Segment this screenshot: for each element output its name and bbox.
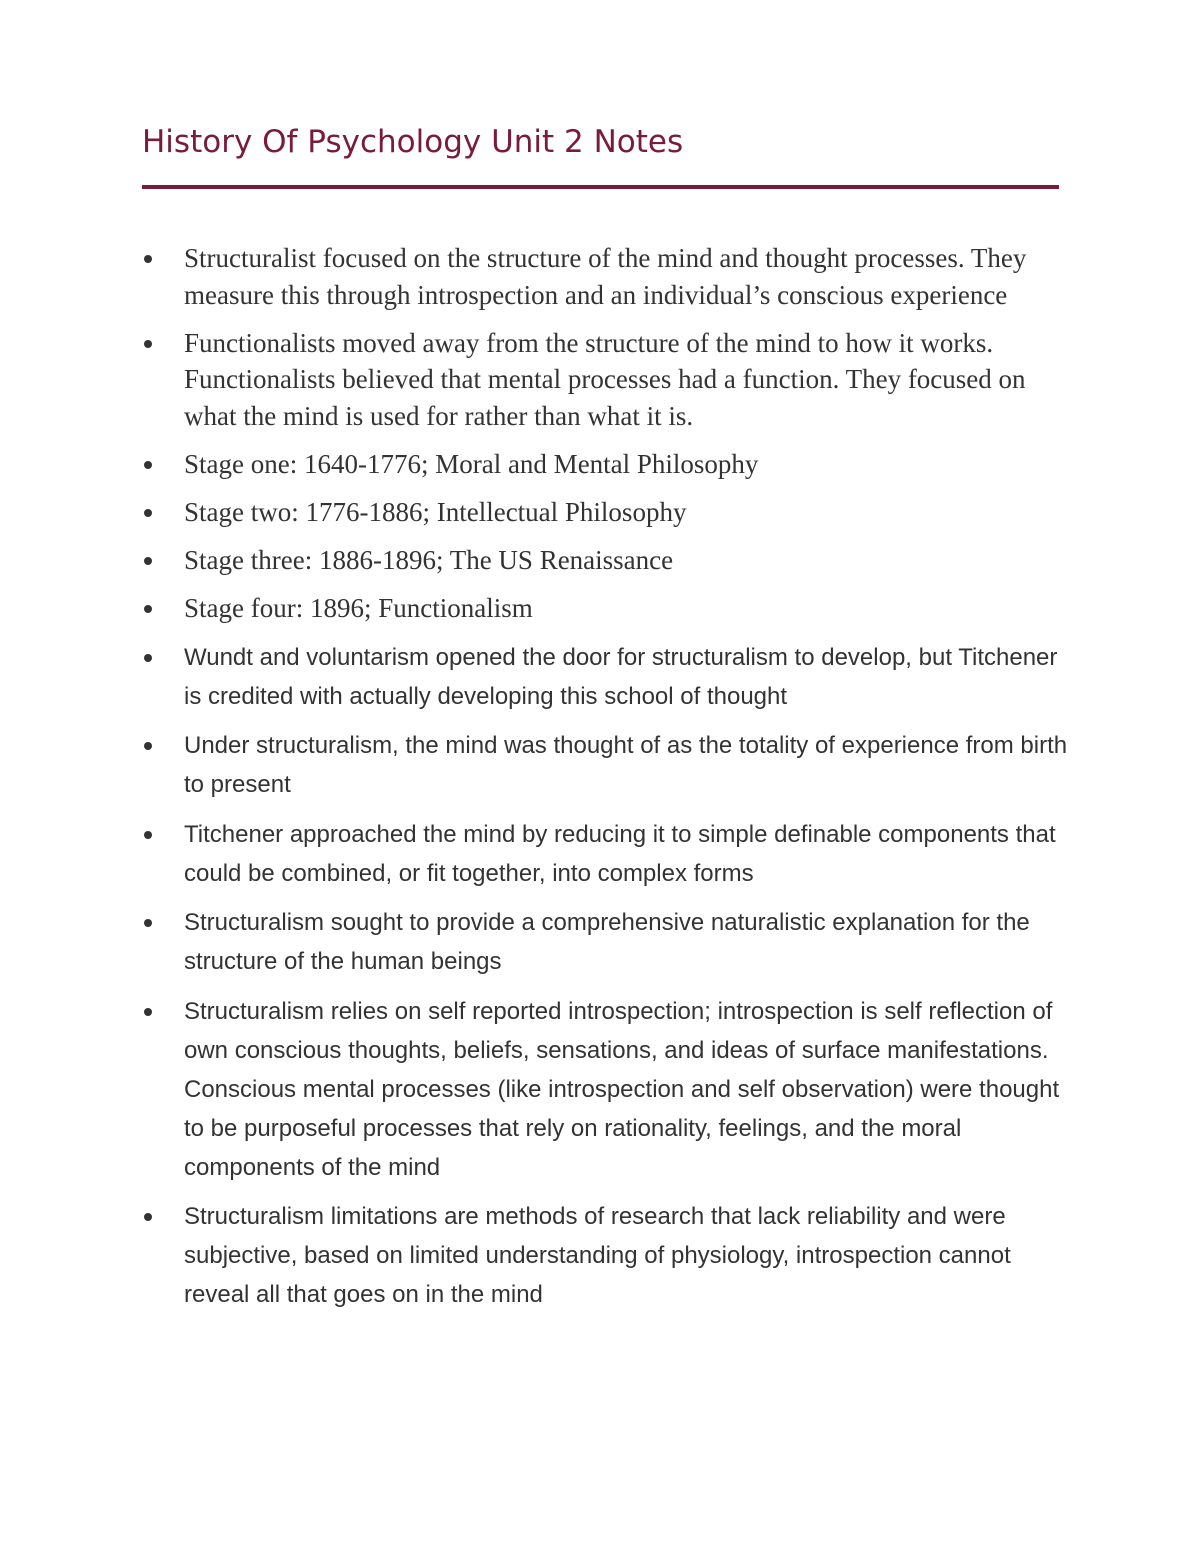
bullet-dot-icon <box>144 605 152 613</box>
list-item <box>142 240 1072 313</box>
list-item <box>142 590 1072 627</box>
list-item-text: Under structuralism, the mind was thought of as the totality of experience from birth to present <box>184 732 1068 798</box>
list-item <box>142 815 1072 893</box>
bullet-dot-icon <box>144 654 152 662</box>
bullet-dot-icon <box>144 919 152 927</box>
list-item-text: Titchener approached the mind by reducing it to simple definable components that could be combined, or fit together, into complex forms <box>184 820 1056 887</box>
list-item <box>142 726 1072 804</box>
list-item <box>142 903 1072 981</box>
list-item <box>142 992 1072 1187</box>
bullet-dot-icon <box>144 509 152 517</box>
bullet-dot-icon <box>144 557 152 565</box>
title-underline-divider <box>142 185 1059 189</box>
bullet-dot-icon <box>144 255 152 263</box>
bullet-dot-icon <box>144 461 152 469</box>
list-item-text: Structuralism relies on self reported introspection; introspection is self reflection of own conscious thoughts, beliefs, sensations, and ideas of surface manifestations. Conscious mental processes (like introspection and self observation) were thought to be purposeful processes that rely on rationality, feelings, and the moral components of the mind <box>184 997 1060 1181</box>
list-item-text: Stage one: 1640-1776; Moral and Mental Philosophy <box>184 448 759 479</box>
list-item <box>142 638 1072 716</box>
list-item <box>142 446 1072 483</box>
notes-bullet-list <box>142 240 1072 1325</box>
list-item <box>142 325 1072 435</box>
list-item <box>142 494 1072 531</box>
list-item-text: Functionalists moved away from the structure of the mind to how it works. Functionalists believed that mental processes had a function. They focused on what the mind is used for rather than what it is. <box>184 327 1026 431</box>
list-item <box>142 542 1072 579</box>
bullet-dot-icon <box>144 1213 152 1221</box>
document-title: History Of Psychology Unit 2 Notes <box>142 124 684 160</box>
bullet-dot-icon <box>144 1008 152 1016</box>
bullet-dot-icon <box>144 742 152 750</box>
list-item-text: Stage three: 1886-1896; The US Renaissance <box>184 544 674 575</box>
bullet-dot-icon <box>144 831 152 839</box>
list-item-text: Stage four: 1896; Functionalism <box>184 592 533 623</box>
list-item-text: Structuralist focused on the structure of the mind and thought processes. They measure this through introspection and an individual’s conscious experience <box>184 243 1027 310</box>
list-item-text: Stage two: 1776-1886; Intellectual Philosophy <box>184 496 687 527</box>
list-item-text: Structuralism limitations are methods of research that lack reliability and were subjective, based on limited understanding of physiology, introspection cannot reveal all that goes on in the mind <box>184 1203 1011 1308</box>
list-item-text: Wundt and voluntarism opened the door for structuralism to develop, but Titchener is credited with actually developing this school of thought <box>184 643 1058 710</box>
list-item-text: Structuralism sought to provide a comprehensive naturalistic explanation for the structure of the human beings <box>184 909 1030 975</box>
list-item <box>142 1197 1072 1314</box>
bullet-dot-icon <box>144 340 152 348</box>
